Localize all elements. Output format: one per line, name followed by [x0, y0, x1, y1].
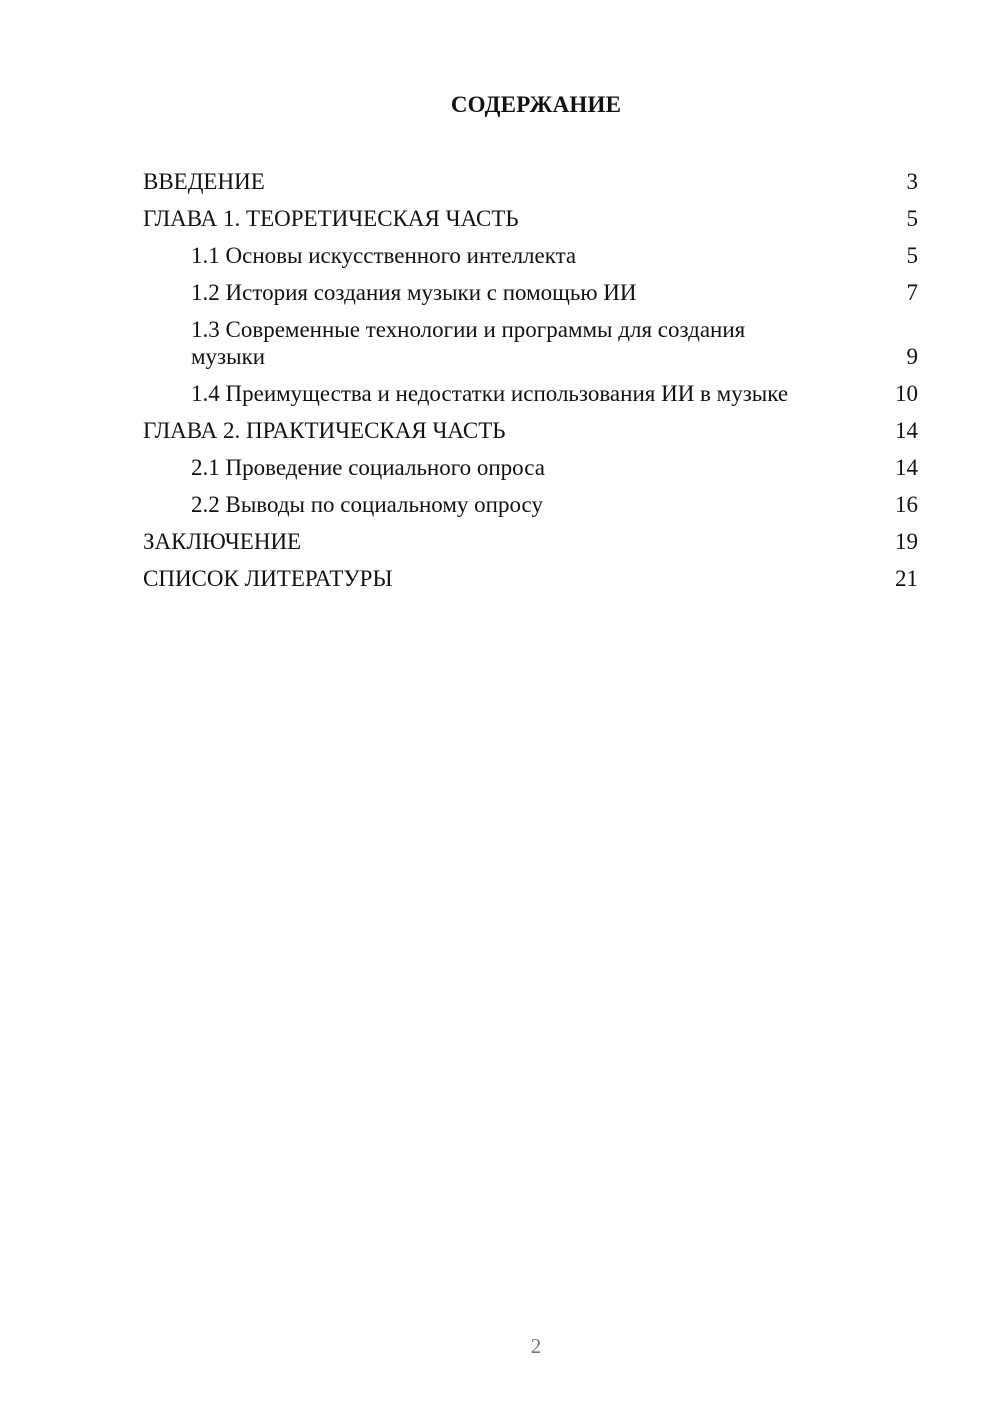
toc-entry-page: 5	[906, 206, 918, 231]
toc-entry-page: 21	[895, 566, 918, 591]
table-of-contents	[143, 168, 918, 602]
toc-entry-title: СПИСОК ЛИТЕРАТУРЫ	[143, 566, 393, 591]
toc-heading: СОДЕРЖАНИЕ	[450, 92, 622, 117]
toc-entry-section-1-3[interactable]	[143, 316, 918, 370]
toc-entry-section-2-1[interactable]	[143, 454, 918, 481]
toc-entry-title: 2.1 Проведение социального опроса	[191, 455, 545, 480]
toc-entry-introduction[interactable]	[143, 168, 918, 195]
toc-entry-page: 9	[906, 344, 918, 369]
toc-entry-title: 1.3 Современные технологии и программы для создания музыки	[191, 317, 746, 369]
toc-entry-title: 1.4 Преимущества и недостатки использования ИИ в музыке	[191, 381, 789, 406]
toc-entry-page: 10	[895, 381, 918, 406]
toc-entry-page: 3	[906, 169, 918, 194]
toc-entry-title: 2.2 Выводы по социальному опросу	[191, 492, 543, 517]
toc-entry-page: 5	[906, 243, 918, 268]
toc-entry-section-1-1[interactable]	[143, 242, 918, 269]
toc-entry-page: 19	[895, 529, 918, 554]
toc-entry-title: 1.2 История создания музыки с помощью ИИ	[191, 280, 637, 305]
toc-entry-chapter-1[interactable]	[143, 205, 918, 232]
toc-entry-title: 1.1 Основы искусственного интеллекта	[191, 243, 577, 268]
toc-entry-page: 7	[906, 280, 918, 305]
toc-entry-conclusion[interactable]	[143, 528, 918, 555]
toc-entry-section-2-2[interactable]	[143, 491, 918, 518]
toc-entry-title: ЗАКЛЮЧЕНИЕ	[143, 529, 302, 554]
toc-entry-title: ВВЕДЕНИЕ	[143, 169, 265, 194]
toc-entry-title: ГЛАВА 2. ПРАКТИЧЕСКАЯ ЧАСТЬ	[143, 418, 506, 443]
toc-entry-section-1-4[interactable]	[143, 380, 918, 407]
toc-entry-page: 14	[895, 455, 918, 480]
toc-entry-chapter-2[interactable]	[143, 417, 918, 444]
toc-entry-page: 16	[895, 492, 918, 517]
toc-entry-section-1-2[interactable]	[143, 279, 918, 306]
toc-entry-page: 14	[895, 418, 918, 443]
toc-entry-title: ГЛАВА 1. ТЕОРЕТИЧЕСКАЯ ЧАСТЬ	[143, 206, 519, 231]
page-number: 2	[530, 1334, 542, 1358]
toc-entry-references[interactable]	[143, 565, 918, 592]
